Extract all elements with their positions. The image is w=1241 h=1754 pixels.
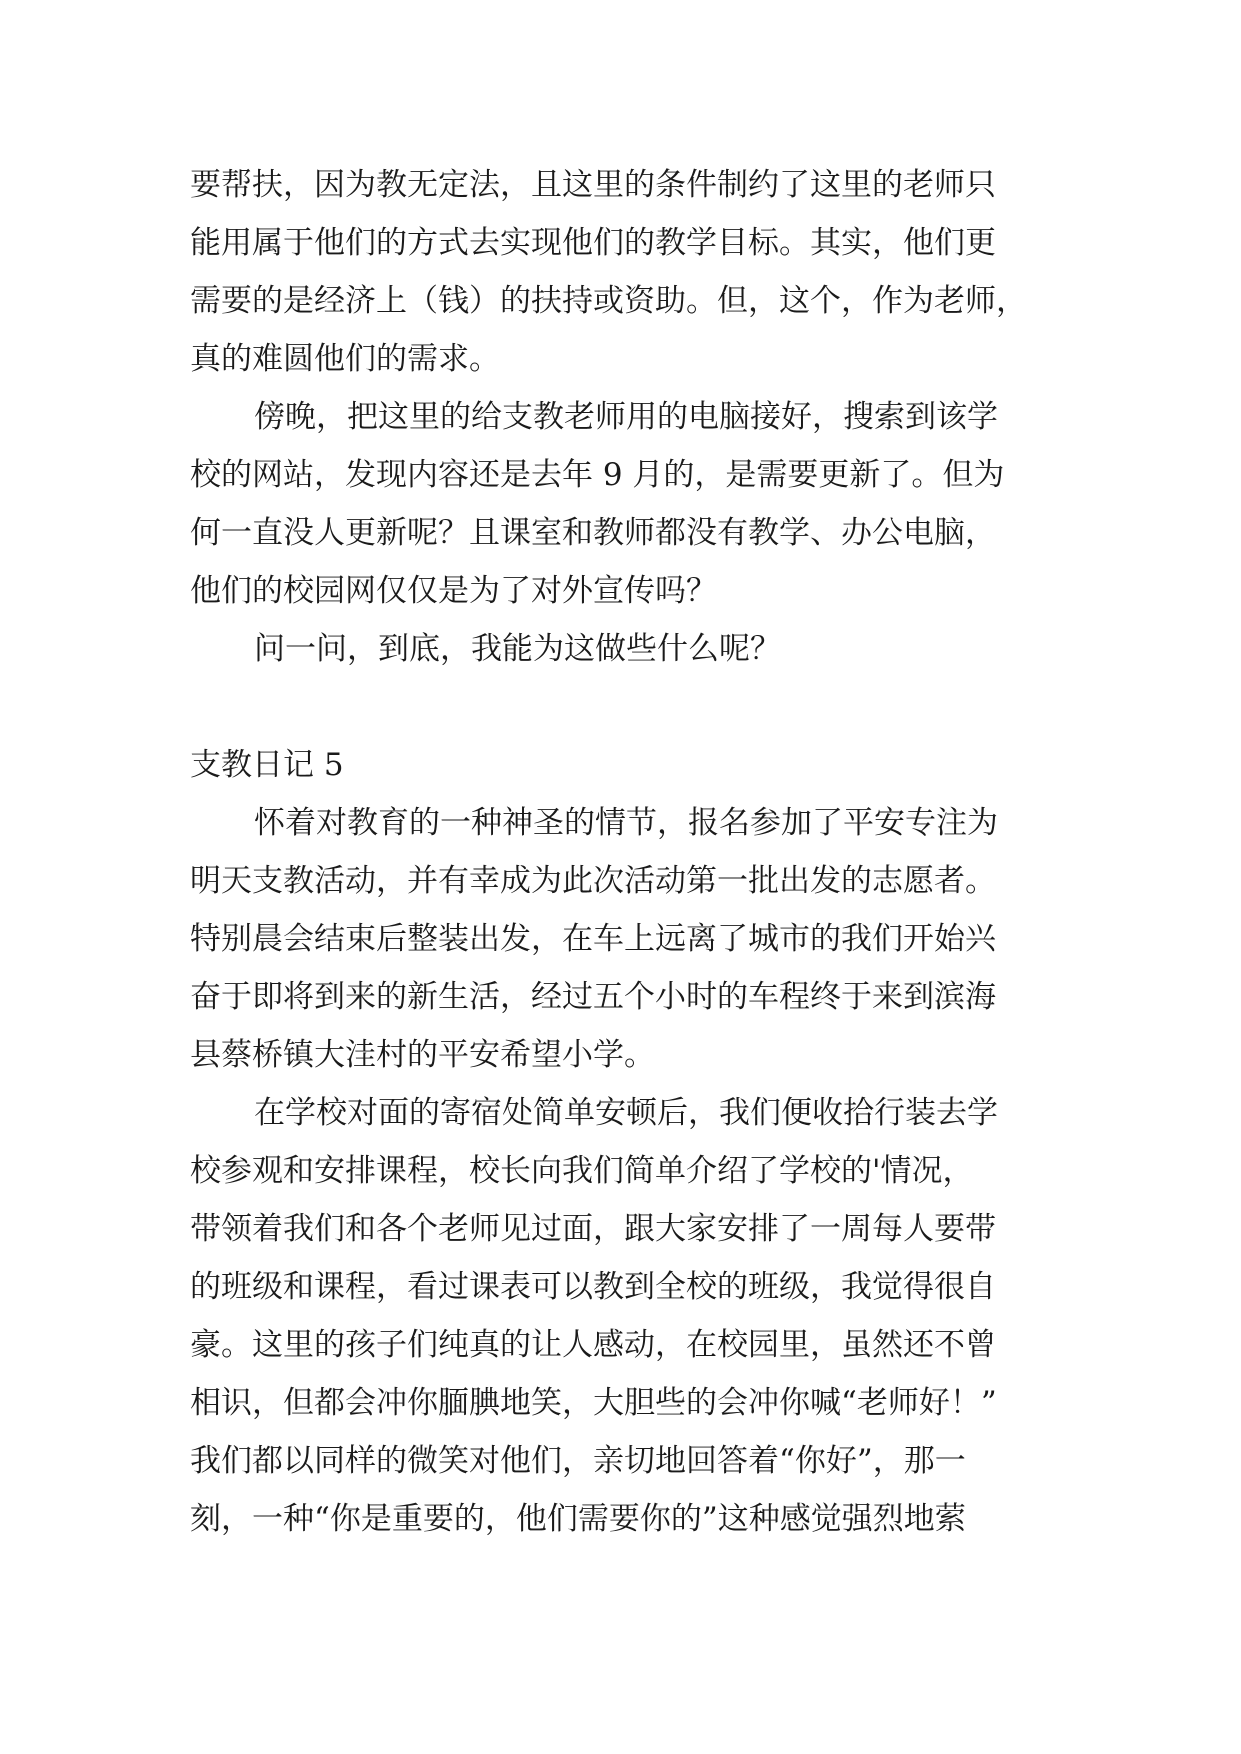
paragraph-line: 县蔡桥镇大洼村的平安希望小学。 — [190, 1037, 655, 1073]
paragraph-line: 明天支教活动，并有幸成为此次活动第一批出发的志愿者。 — [190, 863, 996, 899]
paragraph-line: 的班级和课程，看过课表可以教到全校的班级，我觉得很自 — [190, 1269, 996, 1305]
paragraph-line: 刻，一种“你是重要的，他们需要你的”这种感觉强烈地萦 — [190, 1501, 966, 1537]
paragraph-line: 豪。这里的孩子们纯真的让人感动，在校园里，虽然还不曾 — [190, 1327, 996, 1363]
paragraph-line: 需要的是经济上（钱）的扶持或资助。但，这个，作为老师， — [190, 283, 1027, 319]
paragraph-line: 怀着对教育的一种神圣的情节，报名参加了平安专注为 — [254, 805, 998, 841]
paragraph-line: 他们的校园网仅仅是为了对外宣传吗？ — [190, 573, 717, 609]
paragraph-line: 真的难圆他们的需求。 — [190, 341, 500, 377]
paragraph-line: 校的网站，发现内容还是去年 9 月的，是需要更新了。但为 — [190, 457, 1005, 493]
paragraph-line: 校参观和安排课程，校长向我们简单介绍了学校的'情况， — [190, 1153, 974, 1189]
paragraph-line: 要帮扶，因为教无定法，且这里的条件制约了这里的老师只 — [190, 167, 996, 203]
section-heading: 支教日记 5 — [190, 747, 344, 783]
paragraph-line: 带领着我们和各个老师见过面，跟大家安排了一周每人要带 — [190, 1211, 996, 1247]
paragraph-line: 奋于即将到来的新生活，经过五个小时的车程终于来到滨海 — [190, 979, 996, 1015]
paragraph-line: 问一问，到底，我能为这做些什么呢？ — [254, 631, 781, 667]
paragraph-line: 在学校对面的寄宿处简单安顿后，我们便收拾行装去学 — [254, 1095, 998, 1131]
paragraph-line: 傍晚，把这里的给支教老师用的电脑接好，搜索到该学 — [254, 399, 998, 435]
paragraph-line: 我们都以同样的微笑对他们，亲切地回答着“你好”，那一 — [190, 1443, 966, 1479]
paragraph-line: 相识，但都会冲你腼腆地笑，大胆些的会冲你喊“老师好！” — [190, 1385, 997, 1421]
paragraph-line: 能用属于他们的方式去实现他们的教学目标。其实，他们更 — [190, 225, 996, 261]
paragraph-line: 特别晨会结束后整装出发，在车上远离了城市的我们开始兴 — [190, 921, 996, 957]
paragraph-line: 何一直没人更新呢？且课室和教师都没有教学、办公电脑， — [190, 515, 996, 551]
